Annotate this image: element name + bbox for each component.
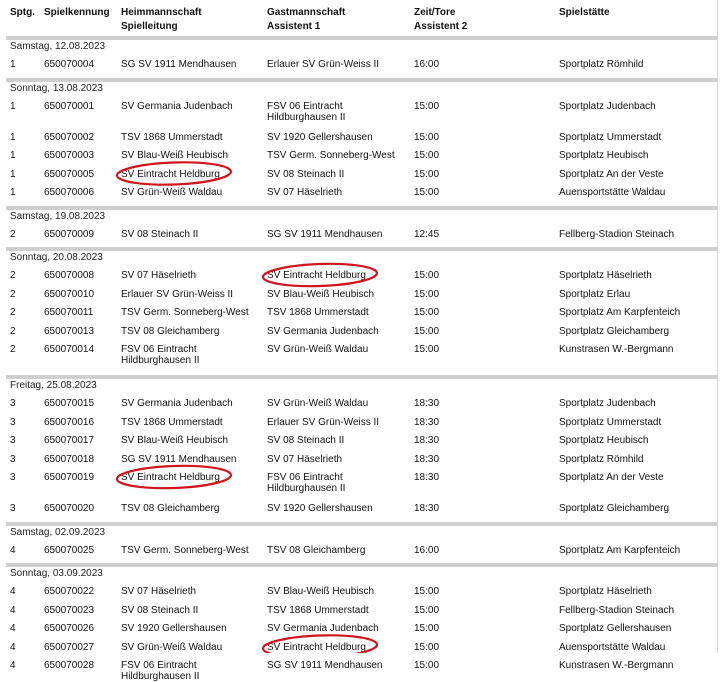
kickoff-time-cell: 15:00 (414, 270, 440, 281)
sptg-cell: 3 (10, 398, 16, 409)
away-team-cell: Erlauer SV Grün-Weiss II (267, 59, 380, 70)
kickoff-time-cell: 16:00 (414, 544, 440, 556)
venue-cell: Sportplatz Am Karpfenteich (559, 544, 681, 556)
kickoff-time-cell: 15:00 (414, 187, 440, 198)
venue-cell: Sportplatz Gellershausen (559, 623, 672, 634)
kickoff-time-cell: 12:45 (414, 228, 440, 240)
venue-cell: Sportplatz Häselrieth (559, 270, 652, 281)
kickoff-time-cell: 15:00 (414, 586, 440, 597)
venue-cell: Sportplatz An der Veste (559, 168, 664, 180)
match-date: Samstag, 02.09.2023 (10, 526, 106, 538)
venue-cell: Sportplatz Römhild (559, 453, 644, 465)
kickoff-time-cell: 15:00 (414, 288, 440, 300)
sptg-cell: 4 (10, 623, 16, 634)
spielkennung-cell: 650070016 (44, 416, 95, 428)
spielkennung-cell: 650070018 (44, 453, 95, 465)
spielkennung-cell: 650070013 (44, 325, 95, 337)
sptg-cell: 3 (10, 503, 16, 514)
right-border (717, 0, 718, 653)
away-team-cell: SG SV 1911 Mendhausen (267, 660, 383, 671)
home-team-cell: TSV 1868 Ummerstadt (121, 131, 223, 143)
match-date: Sonntag, 03.09.2023 (10, 568, 103, 579)
date-separator-bar (6, 78, 718, 82)
sptg-cell: 1 (10, 100, 16, 112)
header-zeit: Zeit/Tore Assistent 2 (414, 7, 468, 32)
home-team-cell: SV Eintracht Heldburg (121, 168, 220, 180)
away-team-cell: FSV 06 Eintracht Hildburghausen II (267, 472, 346, 494)
home-team-cell: TSV 08 Gleichamberg (121, 503, 220, 514)
away-team-cell: Erlauer SV Grün-Weiss II (267, 416, 380, 428)
home-team-cell: SV 07 Häselrieth (121, 270, 197, 281)
kickoff-time-cell: 15:00 (414, 623, 440, 634)
kickoff-time-cell: 16:00 (414, 59, 440, 70)
sptg-cell: 3 (10, 453, 16, 465)
venue-cell: Auensportstätte Waldau (559, 187, 666, 198)
home-team-cell: TSV 1868 Ummerstadt (121, 416, 223, 428)
table-header (0, 0, 720, 34)
match-date: Sonntag, 20.08.2023 (10, 252, 103, 263)
venue-cell: Sportplatz Judenbach (559, 100, 656, 112)
home-team-cell: SV 08 Steinach II (121, 228, 199, 240)
spielkennung-cell: 650070023 (44, 604, 95, 616)
spielkennung-cell: 650070022 (44, 586, 95, 597)
spielkennung-cell: 650070009 (44, 228, 95, 240)
kickoff-time-cell: 15:00 (414, 660, 440, 671)
sptg-cell: 4 (10, 641, 16, 653)
sptg-cell: 3 (10, 435, 16, 446)
sptg-cell: 2 (10, 344, 16, 355)
away-team-cell: SV Grün-Weiß Waldau (267, 398, 369, 409)
match-date: Freitag, 25.08.2023 (10, 380, 97, 391)
home-team-cell: SV Blau-Weiß Heubisch (121, 435, 229, 446)
home-team-cell: TSV Germ. Sonneberg-West (121, 544, 249, 556)
away-team-cell: SV Blau-Weiß Heubisch (267, 288, 375, 300)
kickoff-time-cell: 15:00 (414, 168, 440, 180)
sptg-cell: 4 (10, 604, 16, 616)
kickoff-time-cell: 18:30 (414, 416, 440, 428)
home-team-cell: SG SV 1911 Mendhausen (121, 453, 237, 465)
kickoff-time-cell: 15:00 (414, 307, 440, 318)
venue-cell: Kunstrasen W.-Bergmann (559, 344, 674, 355)
sptg-cell: 1 (10, 131, 16, 143)
spielkennung-cell: 650070020 (44, 503, 95, 514)
kickoff-time-cell: 15:00 (414, 604, 440, 616)
date-separator-bar (6, 247, 718, 251)
kickoff-time-cell: 15:00 (414, 344, 440, 355)
sptg-cell: 4 (10, 586, 16, 597)
sptg-cell: 1 (10, 59, 16, 70)
kickoff-time-cell: 18:30 (414, 472, 440, 483)
kickoff-time-cell: 15:00 (414, 641, 440, 653)
venue-cell: Sportplatz Erlau (559, 288, 631, 300)
home-team-cell: SV Germania Judenbach (121, 100, 233, 112)
spielkennung-cell: 650070014 (44, 344, 95, 355)
header-heim: Heimmannschaft Spielleitung (121, 7, 202, 32)
sptg-cell: 2 (10, 307, 16, 318)
match-date: Samstag, 19.08.2023 (10, 210, 106, 222)
sptg-cell: 1 (10, 150, 16, 161)
away-team-cell: SV Blau-Weiß Heubisch (267, 586, 375, 597)
spielkennung-cell: 650070015 (44, 398, 95, 409)
spielkennung-cell: 650070006 (44, 187, 95, 198)
home-team-cell: Erlauer SV Grün-Weiss II (121, 288, 234, 300)
spielkennung-cell: 650070019 (44, 472, 95, 483)
away-team-cell: SV 07 Häselrieth (267, 187, 343, 198)
spielkennung-cell: 650070003 (44, 150, 95, 161)
venue-cell: Sportplatz Ummerstadt (559, 131, 662, 143)
home-team-cell: TSV Germ. Sonneberg-West (121, 307, 249, 318)
venue-cell: Sportplatz Römhild (559, 59, 644, 70)
home-team-cell: SV Eintracht Heldburg (121, 472, 220, 483)
home-team-cell: SV Grün-Weiß Waldau (121, 641, 223, 653)
venue-cell: Sportplatz Am Karpfenteich (559, 307, 681, 318)
date-separator-bar (6, 36, 718, 40)
home-team-cell: SV 07 Häselrieth (121, 586, 197, 597)
kickoff-time-cell: 15:00 (414, 150, 440, 161)
match-date: Sonntag, 13.08.2023 (10, 82, 103, 94)
date-separator-bar (6, 522, 718, 526)
spielkennung-cell: 650070010 (44, 288, 95, 300)
venue-cell: Sportplatz Heubisch (559, 150, 649, 161)
home-team-cell: FSV 06 Eintracht Hildburghausen II (121, 660, 200, 682)
sptg-cell: 1 (10, 168, 16, 180)
venue-cell: Sportplatz Heubisch (559, 435, 649, 446)
venue-cell: Fellberg-Stadion Steinach (559, 228, 675, 240)
spielkennung-cell: 650070008 (44, 270, 95, 281)
away-team-cell: SV 07 Häselrieth (267, 453, 343, 465)
header-sptg: Sptg. (10, 7, 35, 18)
home-team-cell: SV 1920 Gellershausen (121, 623, 227, 634)
kickoff-time-cell: 18:30 (414, 453, 440, 465)
spielkennung-cell: 650070004 (44, 59, 95, 70)
date-separator-bar (6, 563, 718, 567)
away-team-cell: TSV 08 Gleichamberg (267, 544, 366, 556)
spielkennung-cell: 650070027 (44, 641, 95, 653)
away-team-cell: SV Germania Judenbach (267, 623, 379, 634)
header-spielkennung: Spielkennung (44, 7, 110, 18)
spielkennung-cell: 650070005 (44, 168, 95, 180)
spielkennung-cell: 650070002 (44, 131, 95, 143)
away-team-cell: SV Eintracht Heldburg (267, 641, 366, 653)
away-team-cell: TSV 1868 Ummerstadt (267, 307, 369, 318)
sptg-cell: 2 (10, 228, 16, 240)
kickoff-time-cell: 18:30 (414, 398, 440, 409)
away-team-cell: TSV Germ. Sonneberg-West (267, 150, 395, 161)
home-team-cell: TSV 08 Gleichamberg (121, 325, 220, 337)
away-team-cell: SV Grün-Weiß Waldau (267, 344, 369, 355)
sptg-cell: 4 (10, 544, 16, 556)
sptg-cell: 3 (10, 472, 16, 483)
spielkennung-cell: 650070011 (44, 307, 94, 318)
home-team-cell: SV 08 Steinach II (121, 604, 199, 616)
venue-cell: Fellberg-Stadion Steinach (559, 604, 675, 616)
kickoff-time-cell: 15:00 (414, 325, 440, 337)
home-team-cell: FSV 06 Eintracht Hildburghausen II (121, 344, 200, 366)
venue-cell: Kunstrasen W.-Bergmann (559, 660, 674, 671)
away-team-cell: SG SV 1911 Mendhausen (267, 228, 383, 240)
away-team-cell: SV 08 Steinach II (267, 168, 345, 180)
away-team-cell: SV Eintracht Heldburg (267, 270, 366, 281)
kickoff-time-cell: 18:30 (414, 503, 440, 514)
kickoff-time-cell: 15:00 (414, 100, 440, 112)
date-separator-bar (6, 206, 718, 210)
spielkennung-cell: 650070028 (44, 660, 95, 671)
home-team-cell: SV Germania Judenbach (121, 398, 233, 409)
header-spielstaette: Spielstätte (559, 7, 610, 18)
spielkennung-cell: 650070025 (44, 544, 95, 556)
venue-cell: Sportplatz Judenbach (559, 398, 656, 409)
match-date: Samstag, 12.08.2023 (10, 41, 106, 52)
home-team-cell: SV Grün-Weiß Waldau (121, 187, 223, 198)
away-team-cell: FSV 06 Eintracht Hildburghausen II (267, 100, 346, 123)
sptg-cell: 3 (10, 416, 16, 428)
venue-cell: Sportplatz Gleichamberg (559, 503, 670, 514)
sptg-cell: 2 (10, 325, 16, 337)
venue-cell: Auensportstätte Waldau (559, 641, 666, 653)
kickoff-time-cell: 15:00 (414, 131, 440, 143)
away-team-cell: SV Germania Judenbach (267, 325, 379, 337)
header-gast: Gastmannschaft Assistent 1 (267, 7, 346, 32)
venue-cell: Sportplatz Gleichamberg (559, 325, 670, 337)
spielkennung-cell: 650070001 (44, 100, 95, 112)
sptg-cell: 2 (10, 270, 16, 281)
home-team-cell: SV Blau-Weiß Heubisch (121, 150, 229, 161)
sptg-cell: 4 (10, 660, 16, 671)
away-team-cell: TSV 1868 Ummerstadt (267, 604, 369, 616)
spielkennung-cell: 650070017 (44, 435, 95, 446)
venue-cell: Sportplatz Häselrieth (559, 586, 652, 597)
away-team-cell: SV 1920 Gellershausen (267, 131, 373, 143)
venue-cell: Sportplatz Ummerstadt (559, 416, 662, 428)
home-team-cell: SG SV 1911 Mendhausen (121, 59, 237, 70)
away-team-cell: SV 1920 Gellershausen (267, 503, 373, 514)
date-separator-bar (6, 375, 718, 379)
kickoff-time-cell: 18:30 (414, 435, 440, 446)
venue-cell: Sportplatz An der Veste (559, 472, 664, 483)
away-team-cell: SV 08 Steinach II (267, 435, 345, 446)
sptg-cell: 2 (10, 288, 16, 300)
sptg-cell: 1 (10, 187, 16, 198)
spielkennung-cell: 650070026 (44, 623, 95, 634)
